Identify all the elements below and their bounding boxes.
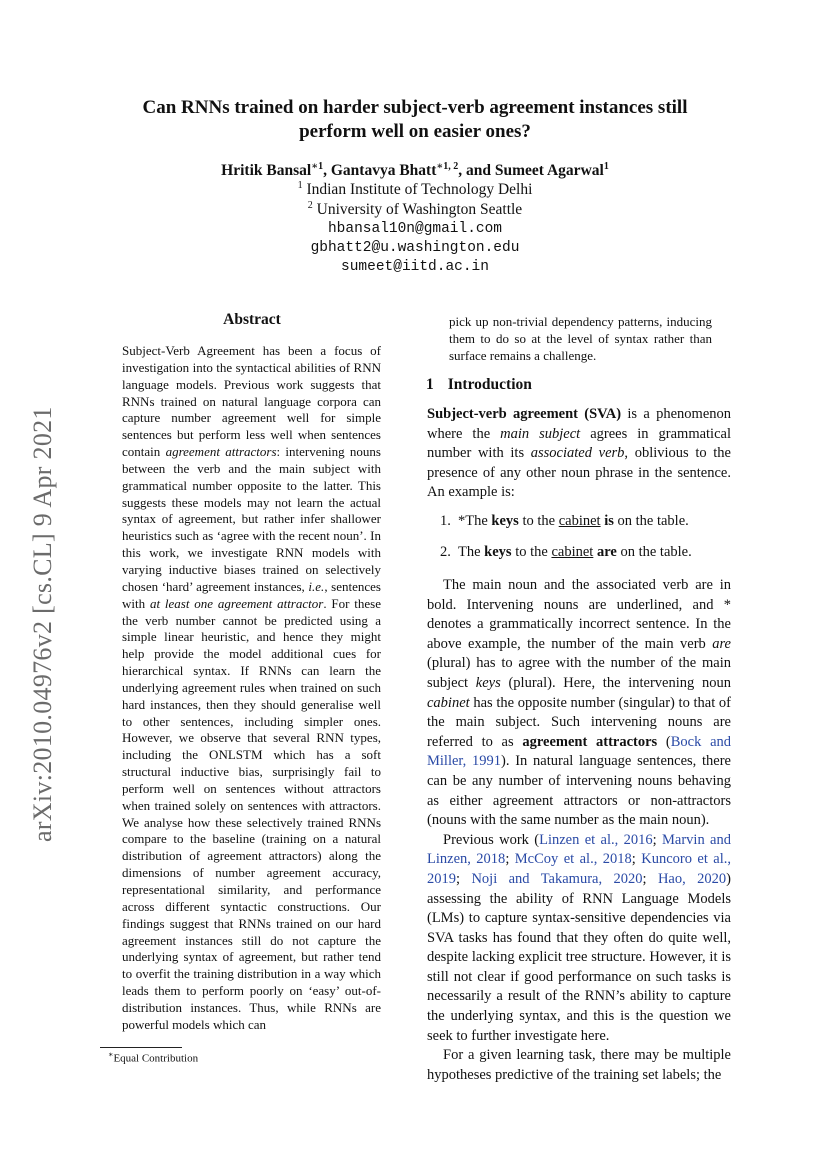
citation-link[interactable]: Bock and Miller, 1991 (427, 733, 732, 770)
affiliation-name: University of Washington Seattle (316, 201, 523, 219)
section-number: 1 (426, 376, 434, 393)
main-noun: keys (491, 513, 519, 529)
body-text: is a phenomenon where the (427, 406, 732, 442)
body-text: has the opposite number (singular) to that of the main subject. Such intervening nouns are referred to as (427, 694, 731, 750)
footnote-text: Equal Contribution (113, 1052, 199, 1065)
intro-paragraph-1 (427, 405, 731, 503)
intro-paragraph-2: The main noun and the associated verb are in bold. Intervening nouns are underlined, and * denotes a grammatically incorrect sentence. In the above example, the number of the main verb are (plural) has to agree with the number of the main subject keys (plural). Here, the intervening noun cabinet has the opposite number (singular) to that of the main subject. Such intervening nouns are referred to as agreement attractors (Bock and Miller, 1991). In natural language sentences, there can be any number of intervening nouns behaving as either agreement attractors or non-attractors (nouns with the same number as the main noun). (427, 577, 732, 829)
example-text: on the table. (613, 513, 689, 529)
footnote (108, 1050, 198, 1065)
abstract-emphasis: i.e. (308, 578, 325, 594)
paper-title (100, 96, 730, 144)
body-text: (plural) has to agree with the number of the main subject (427, 655, 731, 691)
citation-link[interactable]: Marvin and Linzen, 2018 (427, 831, 731, 868)
abstract-emphasis: at least one agreement attractor (149, 595, 324, 611)
example-1 (440, 513, 740, 530)
author-list: Hritik Bansal$^{∗1}$, Gantavya Bhatt$^{∗1, 2}$, and Sumeet Agarwal$^1$ (221, 161, 609, 180)
citation-link[interactable]: Noji and Takamura, 2020 (471, 870, 643, 887)
citation-link[interactable]: Kuncoro et al., 2019 (427, 851, 731, 887)
italic-term: keys (475, 674, 501, 691)
example-2 (440, 544, 740, 561)
intro-paragraph-4: For a given learning task, there may be multiple hypotheses predictive of the training set labels; the (427, 1047, 731, 1083)
title-line-1: Can RNNs trained on harder subject-verb agreement instances still (142, 97, 688, 118)
affiliation-2 (100, 200, 730, 219)
italic-term: main subject (500, 425, 581, 442)
example-text: on the table. (616, 544, 692, 560)
example-text: to the (511, 544, 552, 560)
affiliation-1 (100, 180, 730, 199)
email-3[interactable]: sumeet@iitd.ac.in (341, 259, 489, 275)
body-text: ) assessing the ability of RNN Language Models (LMs) to capture syntax-sensitive dependencies via SVA tasks has found that they often do quite well, despite lacking explicit tree structure. However, it is still not clear if good performance on such tasks is necessarily a result of the RNN’s ability to capture the underlying syntax, and this is the question we seek to further investigate here. (427, 870, 731, 1044)
main-noun: keys (484, 544, 512, 560)
abstract-text: , sentences with (122, 578, 381, 611)
body-text: , oblivious to the presence of any other noun phrase in the sentence. An example is: (427, 445, 731, 501)
author-name: and Sumeet Agarwal (466, 162, 604, 180)
main-verb: are (596, 544, 617, 560)
abstract-text: Subject-Verb Agreement has been a focus of investigation into the syntactical abilities of RNN language models. Previous work suggests that RNNs trained on natural language corpora can capture number agreement well for simple sentences but perform less well when sentences contain (122, 343, 381, 460)
author-affiliation-mark: 1 (603, 161, 609, 172)
bold-term: Subject-verb agreement (SVA) (427, 406, 622, 422)
title-line-2: perform well on easier ones? (299, 121, 531, 142)
intro-paragraphs (427, 576, 731, 1085)
example-text: *The (458, 513, 492, 529)
example-number: 1. (440, 513, 451, 529)
abstract-text: . For these the verb number cannot be predicted using a simple linear heuristic, and hence they might help provide the model additional cues for hierarchical syntax. If RNNs can learn the underlying agreement rules when trained on such hard instances, then they should generalise well to other sentences, including simpler ones. However, we observe that several RNN types, including the ONLSTM which has a soft structural inductive bias, surprisingly fail to perform well on sentences without attractors when trained solely on sentences with attractors. We analyse how these selectively trained RNNs compare to the baseline (training on a natural distribution of agreement attractors) along the dimensions of number agreement accuracy, representational similarity, and performance across different syntactic constructions. Our findings suggest that RNNs trained on our hard agreement instances still do not capture the underlying syntax of agreement, but rather tend to overfit the training distribution in a way which leads them to perform poorly on ‘easy’ out-of-distribution instances. Thus, while RNNs are powerful models which can (122, 595, 381, 1032)
abstract-continued: pick up non-trivial dependency patterns, inducing them to do so at the level of syntax rather than surface remains a challenge. (449, 314, 712, 363)
intervening-noun: cabinet (551, 544, 594, 560)
italic-term: are (712, 635, 731, 652)
abstract-emphasis: agreement attractors (165, 444, 277, 460)
body-text: ). In natural language sentences, there can be any number of intervening nouns behaving as either agreement attractors or non-attractors (nouns with the same number as the main noun). (427, 753, 731, 829)
citation-link[interactable]: Hao, 2020 (657, 870, 727, 887)
citation-link[interactable]: Linzen et al., 2016 (539, 831, 653, 848)
example-text: The (458, 544, 485, 560)
example-text: to the (518, 513, 559, 529)
affiliation-number: 1 (297, 180, 303, 191)
arxiv-identifier: arXiv:2010.04976v2 [cs.CL] 9 Apr 2021 (28, 406, 57, 842)
email-2[interactable]: gbhatt2@u.washington.edu (310, 240, 520, 256)
italic-term: associated verb (530, 445, 625, 462)
example-number: 2. (440, 544, 451, 560)
main-verb: is (604, 513, 614, 529)
italic-term: cabinet (427, 694, 470, 711)
abstract-heading: Abstract (223, 311, 281, 328)
abstract-text: : intervening nouns between the verb and the main subject with grammatical number opposite to the latter. This suggests these models may not learn the actual syntax of agreement, but rather infer shallower heuristics such as ‘agree with the recent noun’. In this work, we investigate RNN models with varying inductive biases trained on selectively chosen ‘hard’ agreement instances, (122, 444, 381, 594)
bold-term: agreement attractors (522, 733, 658, 750)
author-affiliation-mark: ∗1, 2 (436, 161, 459, 172)
footnote-rule (100, 1047, 182, 1048)
author-name: Hritik Bansal (221, 162, 312, 180)
author-name: Gantavya Bhatt (330, 162, 437, 180)
affiliation-number: 2 (307, 200, 313, 211)
section-title: Introduction (447, 376, 532, 393)
body-text: (plural). Here, the intervening noun (500, 674, 731, 691)
intro-paragraph-3: Previous work (Linzen et al., 2016; Marvin and Linzen, 2018; McCoy et al., 2018; Kuncoro et al., 2019; Noji and Takamura, 2020; Hao, 2020) assessing the ability of RNN Language Models (LMs) to capture syntax-sensitive dependencies via SVA tasks has found that they often do quite well, despite lacking explicit tree structure. However, it is still not clear if good performance on such tasks is necessarily a result of the RNN’s ability to capture the underlying syntax, and this is the question we seek to further investigate here. (427, 831, 731, 1044)
footnote-mark: ∗ (108, 1050, 114, 1059)
author-affiliation-mark: ∗1 (311, 161, 324, 172)
email-1[interactable]: hbansal10n@gmail.com (327, 221, 503, 237)
body-text: agrees in grammatical number with its (427, 425, 731, 462)
citation-link[interactable]: McCoy et al., 2018 (514, 851, 632, 868)
body-text: The main noun and the associated verb are in bold. Intervening nouns are underlined, and * denotes a grammatically incorrect sentence. In the above example, the number of the main verb (427, 577, 731, 652)
affiliation-name: Indian Institute of Technology Delhi (306, 181, 533, 199)
section-heading (426, 376, 532, 394)
abstract-body (122, 343, 381, 1034)
intervening-noun: cabinet (558, 513, 601, 529)
body-text: Previous work ( (443, 831, 540, 848)
